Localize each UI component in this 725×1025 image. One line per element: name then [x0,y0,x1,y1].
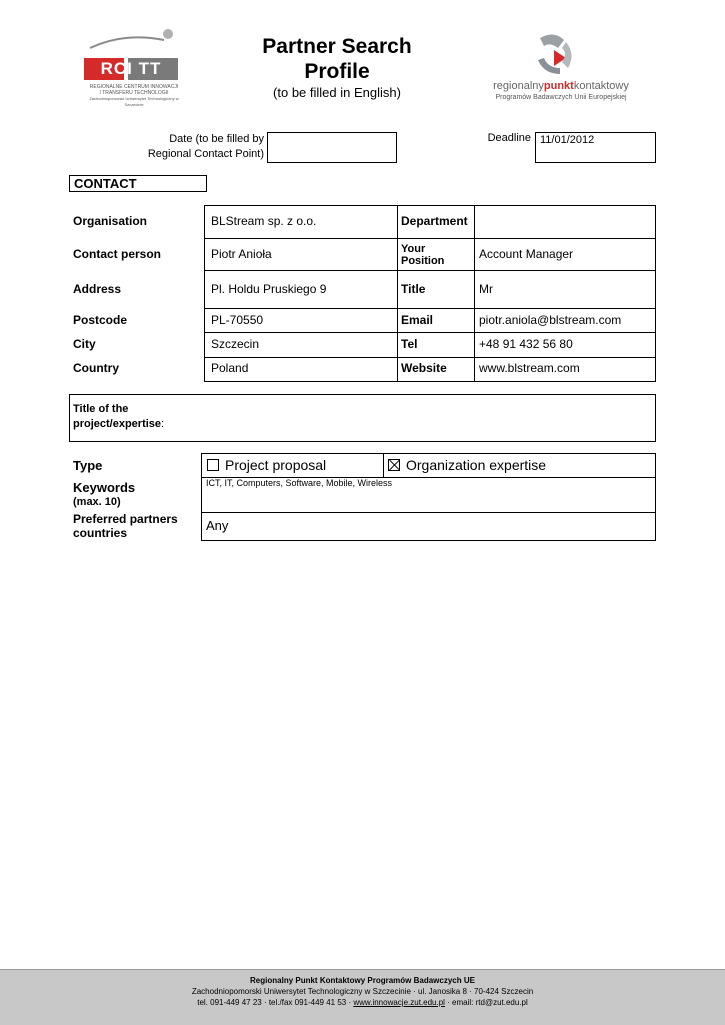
address-label: Address [73,282,122,296]
deadline-label: Deadline [487,132,531,144]
project-proposal-option[interactable] [207,457,326,473]
your-position-field[interactable]: Account Manager [479,247,574,261]
your-position-label-line-2: Position [401,255,445,267]
organization-expertise-label: Organization expertise [406,457,547,473]
keywords-sublabel: (max. 10) [73,496,121,508]
organization-expertise-checkbox[interactable] [388,459,400,471]
logo-caption-1: REGIONALNE CENTRUM INNOWACJI [89,84,179,90]
preferred-countries-field[interactable]: Any [206,518,229,533]
organisation-label: Organisation [73,214,148,228]
date-label-line-2: Regional Contact Point) [147,148,264,160]
preferred-countries-label-line-1: Preferred partners [73,512,178,526]
logo-text-a: regionalny [493,80,544,92]
email-field[interactable]: piotr.aniola@blstream.com [479,313,622,327]
page-title-line-1: Partner Search [262,35,412,58]
contact-person-label: Contact person [73,247,162,261]
project-title-label-line-1: Title of the [73,403,129,415]
title-field[interactable]: Mr [479,282,493,296]
keywords-field[interactable]: ICT, IT, Computers, Software, Mobile, Wireless [206,478,393,488]
website-label: Website [401,361,447,375]
preferred-countries-label-line-2: countries [73,526,128,540]
country-label: Country [73,361,119,375]
your-position-label [401,243,444,267]
logo-caption-2: I TRANSFERU TECHNOLOGII [99,90,169,96]
logo-caption: Programów Badawczych Unii Europejskiej [495,94,627,101]
website-field[interactable]: www.blstream.com [479,361,580,375]
footer-contact-a: tel. 091-449 47 23 · tel./fax 091-449 41 53 · [197,998,354,1007]
footer-line-2: Zachodniopomorski Uniwersytet Technologiczny w Szczecinie · ul. Janosika 8 · 70-424 Szczecin [191,987,534,996]
rci-tt-logo [84,26,184,106]
tel-field[interactable]: +48 91 432 56 80 [479,337,573,351]
contact-section-title: CONTACT [69,175,207,192]
footer-line-3 [0,997,725,1008]
project-title-label-line-2: project/expertise [73,418,162,430]
footer-line-1: Regionalny Punkt Kontaktowy Programów Badawczych UE [250,976,475,985]
page-title-line-2: Profile [304,60,370,83]
project-title-label [73,402,164,432]
logo-text-c: kontaktowy [573,80,629,92]
email-label: Email [401,313,434,327]
date-label [120,132,264,162]
logo-mark: RCI TT [100,59,162,78]
date-field[interactable] [267,132,397,163]
city-label: City [73,337,96,351]
keywords-label: Keywords [73,480,136,495]
postcode-label: Postcode [73,313,128,327]
footer-website-link[interactable]: www.innowacje.zut.edu.pl [353,998,445,1007]
your-position-label-line-1: Your [401,243,426,255]
title-label: Title [401,282,426,296]
page-footer [0,969,725,1025]
organization-expertise-option[interactable] [388,457,546,473]
logo-caption-3: Zachodniopomorski Uniwersytet Technologiczny w Szczecinie [89,96,179,107]
department-label: Department [401,214,468,228]
country-field[interactable]: Poland [211,361,249,375]
preferred-countries-label [73,512,178,540]
city-field[interactable]: Szczecin [211,337,260,351]
footer-contact-b: · email: rtd@zut.edu.pl [444,998,528,1007]
page-subtitle: (to be filled in English) [273,85,401,100]
address-field[interactable]: Pl. Holdu Pruskiego 9 [211,282,327,296]
postcode-field[interactable]: PL-70550 [211,313,264,327]
logo-ribbon-icon [530,30,578,78]
organisation-field[interactable]: BLStream sp. z o.o. [211,214,317,228]
tel-label: Tel [401,337,418,351]
rpk-logo [486,30,636,106]
project-proposal-checkbox[interactable] [207,459,219,471]
project-title-colon: : [161,418,165,430]
project-proposal-label: Project proposal [225,457,327,473]
logo-text-b: punkt [543,80,574,92]
page-title [228,34,446,84]
type-label: Type [73,458,103,473]
date-label-line-1: Date (to be filled by [169,133,264,145]
contact-person-field[interactable]: Piotr Anioła [211,247,272,261]
deadline-field[interactable]: 11/01/2012 [535,132,656,163]
